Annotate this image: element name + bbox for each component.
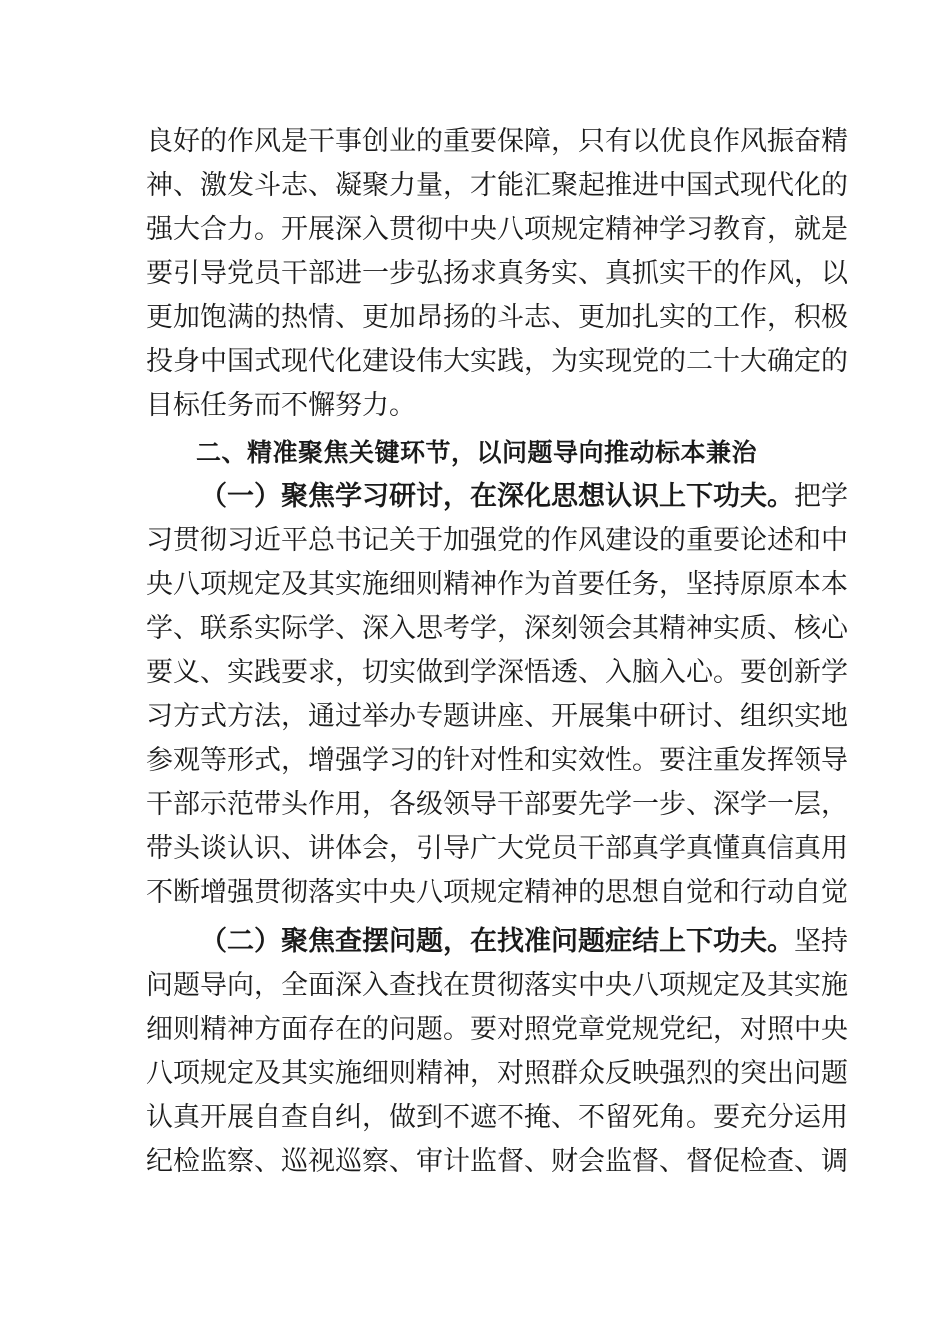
paragraph-line: 问题导向，全面深入查找在贯彻落实中央八项规定及其实施 (146, 970, 848, 1001)
subsection-text: 坚持 (794, 926, 848, 957)
section-heading: 二、精准聚焦关键环节，以问题导向推动标本兼治 (196, 438, 758, 467)
paragraph-line: 要引导党员干部进一步弘扬求真务实、真抓实干的作风，以 (146, 258, 848, 289)
paragraph-line: 央八项规定及其实施细则精神作为首要任务，坚持原原本本 (146, 569, 848, 600)
subsection-text: 把学 (794, 481, 848, 512)
paragraph-line: 细则精神方面存在的问题。要对照党章党规党纪，对照中央 (146, 1014, 848, 1045)
subsection-title: （一）聚焦学习研讨，在深化思想认识上下功夫。 (200, 481, 794, 512)
paragraph-line: 目标任务而不懈努力。 (146, 390, 416, 421)
paragraph-line: 带头谈认识、讲体会，引导广大党员干部真学真懂真信真用 (146, 833, 848, 864)
paragraph-line: 习方式方法，通过举办专题讲座、开展集中研讨、组织实地 (146, 701, 848, 732)
paragraph-line: 更加饱满的热情、更加昂扬的斗志、更加扎实的工作，积极 (146, 302, 848, 333)
paragraph-line: 纪检监察、巡视巡察、审计监督、财会监督、督促检查、调 (146, 1146, 848, 1177)
paragraph-line: 要义、实践要求，切实做到学深悟透、入脑入心。要创新学 (146, 657, 848, 688)
paragraph-line: 强大合力。开展深入贯彻中央八项规定精神学习教育，就是 (146, 214, 848, 245)
subsection-first-line (200, 920, 848, 964)
paragraph-line: 不断增强贯彻落实中央八项规定精神的思想自觉和行动自觉 (146, 877, 848, 908)
paragraph-line: 良好的作风是干事创业的重要保障，只有以优良作风振奋精 (146, 126, 848, 157)
paragraph-line: 参观等形式，增强学习的针对性和实效性。要注重发挥领导 (146, 745, 848, 776)
subsection-first-line (200, 475, 848, 519)
paragraph-line: 习贯彻习近平总书记关于加强党的作风建设的重要论述和中 (146, 525, 848, 556)
paragraph-line: 学、联系实际学、深入思考学，深刻领会其精神实质、核心 (146, 613, 848, 644)
subsection-title: （二）聚焦查摆问题，在找准问题症结上下功夫。 (200, 926, 794, 957)
paragraph-line: 投身中国式现代化建设伟大实践，为实现党的二十大确定的 (146, 346, 848, 377)
paragraph-line: 认真开展自查自纠，做到不遮不掩、不留死角。要充分运用 (146, 1102, 848, 1133)
paragraph-line: 八项规定及其实施细则精神，对照群众反映强烈的突出问题 (146, 1058, 848, 1089)
paragraph-line: 神、激发斗志、凝聚力量，才能汇聚起推进中国式现代化的 (146, 170, 848, 201)
paragraph-line: 干部示范带头作用，各级领导干部要先学一步、深学一层， (146, 789, 848, 820)
